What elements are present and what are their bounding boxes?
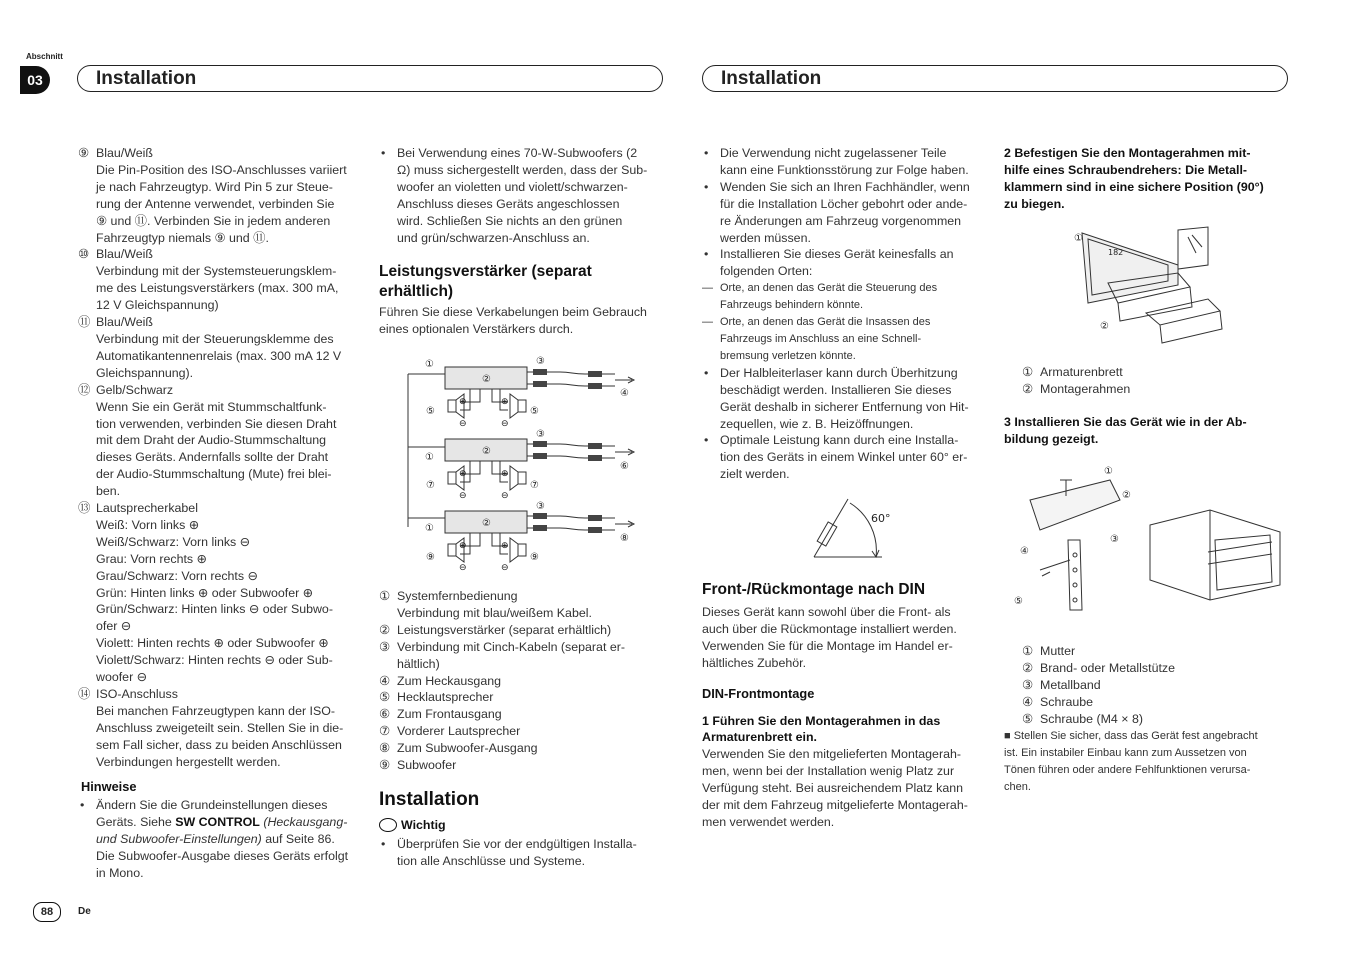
text-line: Verfügung steht. Bei ausreichendem Platz kann bbox=[702, 781, 964, 796]
item-body bbox=[720, 365, 969, 433]
location-item bbox=[702, 314, 992, 365]
warning-item bbox=[702, 145, 992, 179]
text-line: Installieren Sie dieses Gerät keinesfalls an bbox=[720, 247, 954, 262]
svg-text:⊖: ⊖ bbox=[501, 491, 509, 501]
legend-item bbox=[379, 588, 669, 622]
text-line: Gerät deshalb in sicherer Entfernung von Hit- bbox=[720, 399, 969, 414]
text-line: Verbindung mit der Systemsteuerungsklem- bbox=[96, 264, 337, 279]
text-line: Violett: Hinten rechts ⊕ oder Subwoofer ⊕ bbox=[96, 636, 329, 651]
text-line: ben. bbox=[96, 484, 121, 499]
text-line: Automatikantennenrelais (max. 300 mA 12 V bbox=[96, 348, 342, 363]
text-line: mit dem Draht der Audio-Stummschaltung bbox=[96, 433, 327, 448]
frame-dimension: 182 bbox=[1108, 248, 1124, 257]
subwoofer-bullet: • Bei Verwendung eines 70-W-Subwoofers (2 Ω) muss sichergestellt werden, dass der Sub- woofer an violetten und violett/schwarzen- Anschluss dieses Geräts angeschlossen wird. Schließen Sie nichts an den grünen und grün/schwarzen-Anschluss an. bbox=[381, 146, 648, 245]
item-marker: ② bbox=[379, 622, 391, 637]
text-line: Weiß: Vorn links ⊕ bbox=[96, 517, 200, 532]
text-line: Tönen führen oder andere Fehlfunktionen verursa- bbox=[1004, 763, 1251, 776]
svg-text:⊖: ⊖ bbox=[459, 419, 467, 429]
wire-title: Lautsprecherkabel bbox=[96, 501, 198, 516]
legend-item bbox=[379, 757, 669, 774]
callout-front-speaker-r: ⑦ bbox=[530, 480, 539, 491]
legend-text: Metallband bbox=[1040, 677, 1101, 692]
legend-item bbox=[1022, 677, 1302, 694]
legend-item bbox=[1022, 643, 1302, 660]
item-marker: ⑥ bbox=[379, 707, 391, 722]
wire-description bbox=[96, 246, 338, 314]
legend-item bbox=[379, 622, 669, 639]
text-line: woofer ⊖ bbox=[96, 670, 148, 685]
warnings-list-2 bbox=[702, 365, 992, 483]
callout-rear-speaker-l: ⑤ bbox=[426, 406, 435, 417]
text-line: Gleichspannung). bbox=[96, 365, 194, 380]
step-1 bbox=[702, 713, 992, 747]
legend-number: ② bbox=[1022, 660, 1034, 675]
item-body bbox=[397, 622, 611, 639]
legend-text: Brand- oder Metallstütze bbox=[1040, 660, 1175, 675]
text-line: men, wenn bei der Installation wenig Platz zur bbox=[702, 764, 955, 779]
wire-item bbox=[78, 145, 368, 246]
wire-title: Blau/Weiß bbox=[96, 247, 153, 262]
installation-title: Installation bbox=[379, 788, 480, 810]
callout-front-speaker-l: ⑦ bbox=[426, 480, 435, 491]
item-body bbox=[397, 757, 456, 774]
text-line: folgenden Orten: bbox=[720, 264, 813, 279]
warning-item bbox=[702, 246, 992, 280]
item-body bbox=[397, 673, 501, 690]
angle-diagram bbox=[810, 495, 910, 565]
text-line: Armaturenbrett ein. bbox=[702, 730, 817, 745]
legend-item bbox=[1022, 364, 1302, 381]
item-body bbox=[720, 179, 970, 247]
item-marker: ⑧ bbox=[379, 741, 391, 756]
legend-text: Schraube bbox=[1040, 694, 1094, 709]
speaker-left-1 bbox=[448, 400, 456, 412]
text-line: Die Pin-Position des ISO-Anschlusses variiert bbox=[96, 162, 347, 177]
text-line: Hecklautsprecher bbox=[397, 690, 494, 705]
text-line: Bei manchen Fahrzeugtypen kann der ISO- bbox=[96, 703, 335, 718]
callout-screw: ④ bbox=[1020, 546, 1029, 557]
legend-item bbox=[379, 723, 669, 740]
text-line: und grün/schwarzen-Anschluss an. bbox=[397, 230, 590, 245]
wire-description bbox=[96, 145, 347, 246]
text-line: wird. Schließen Sie nichts an den grünen bbox=[397, 213, 623, 228]
note-item: • Ändern Sie die Grundeinstellungen dieses Geräts. Siehe SW CONTROL (Heckausgang- und Subwoofer-Einstellungen) auf Seite 86. Die Subwoofer-Ausgabe dieses Geräts erfolgt in Mono. bbox=[80, 798, 349, 881]
text-line: Anschluss zweigeteilt sein. Stellen Sie in die- bbox=[96, 720, 344, 735]
text-line: Grün/Schwarz: Hinten links ⊖ oder Subwo- bbox=[96, 602, 333, 617]
column-2-lower bbox=[379, 588, 669, 870]
column-2 bbox=[379, 145, 669, 338]
text-line: Orte, an denen das Gerät die Insassen des bbox=[720, 316, 931, 329]
text-line: Verwenden Sie den mitgelieferten Montagerah- bbox=[702, 747, 961, 762]
item-body bbox=[397, 706, 502, 723]
item-marker: ③ bbox=[379, 639, 391, 654]
text-line: je nach Fahrzeugtyp. Wird Pin 5 zur Steue- bbox=[96, 179, 333, 194]
text-line: tion verwenden, verbinden Sie diesen Draht bbox=[96, 416, 337, 431]
text-line: Bei Verwendung eines 70-W-Subwoofers (2 bbox=[397, 146, 638, 160]
text-line: Der Halbleiterlaser kann durch Überhitzung bbox=[720, 365, 958, 380]
text-line: Leistungsverstärker (separat erhältlich) bbox=[397, 622, 612, 637]
step-2 bbox=[1004, 145, 1294, 213]
text-line: Vorderer Lautsprecher bbox=[397, 724, 521, 739]
text-line: zielt werden. bbox=[720, 467, 790, 482]
wire-description bbox=[96, 686, 343, 771]
text-line: ■ Stellen Sie sicher, dass das Gerät fest angebracht bbox=[1004, 730, 1258, 742]
text-line: zu biegen. bbox=[1004, 196, 1065, 211]
text-line: 1 Führen Sie den Montagerahmen in das bbox=[702, 713, 941, 728]
text-line: 12 V Gleichspannung) bbox=[96, 298, 219, 313]
item-body bbox=[720, 246, 953, 280]
text-line: Violett/Schwarz: Hinten rechts ⊖ oder Sub- bbox=[96, 653, 333, 668]
important-bullet: • Überprüfen Sie vor der endgültigen Installa- tion alle Anschlüsse und Systeme. bbox=[381, 836, 637, 868]
item-marker: ⑤ bbox=[379, 690, 391, 705]
legend-item bbox=[1022, 694, 1302, 711]
legend-item bbox=[1022, 660, 1302, 677]
legend-number: ② bbox=[1022, 381, 1034, 396]
text-line: Überprüfen Sie vor der endgültigen Installa- bbox=[397, 836, 637, 851]
location-item bbox=[702, 280, 992, 314]
important-heading: Wichtig bbox=[379, 817, 669, 834]
item-body bbox=[397, 588, 592, 622]
wire-number: ⑭ bbox=[78, 687, 91, 701]
column-3-lower bbox=[702, 580, 992, 831]
text-line: hältliches Zubehör. bbox=[702, 655, 807, 670]
amp-intro bbox=[379, 304, 669, 338]
callout-sub-r: ⑨ bbox=[530, 552, 539, 563]
text-line: Verbindung mit der Steuerungsklemme des bbox=[96, 331, 334, 346]
wire-item bbox=[78, 500, 368, 686]
item-marker: ⑨ bbox=[379, 758, 391, 773]
text-line: men verwendet werden. bbox=[702, 814, 835, 829]
text-line: Wenn Sie ein Gerät mit Stummschaltfunk- bbox=[96, 399, 327, 414]
callout-rca-3: ③ bbox=[536, 501, 545, 512]
callout-sub-l: ⑨ bbox=[426, 552, 435, 563]
svg-text:⊖: ⊖ bbox=[501, 419, 509, 429]
text-line: Verwenden Sie für die Montage im Handel er- bbox=[702, 638, 953, 653]
callout-amp-3: ② bbox=[482, 518, 491, 529]
wire-description bbox=[96, 382, 336, 500]
text-line: bremsung verletzen könnte. bbox=[720, 349, 856, 362]
svg-text:⊕: ⊕ bbox=[501, 469, 509, 479]
text-line: Zum Frontausgang bbox=[397, 707, 502, 722]
text-line: Weiß/Schwarz: Vorn links ⊖ bbox=[96, 534, 251, 549]
text-line: für die Installation Löcher gebohrt oder ande- bbox=[720, 196, 968, 211]
text-line: bildung gezeigt. bbox=[1004, 431, 1099, 446]
item-body bbox=[397, 723, 520, 740]
text-line: dieses Geräts. Andernfalls sollte der Draht bbox=[96, 450, 329, 465]
bullet-marker: • bbox=[704, 179, 709, 194]
text-line: ist. Ein instabiler Einbau kann zum Aussetzen von bbox=[1004, 746, 1247, 759]
frame-legend bbox=[1022, 364, 1302, 398]
section-label: Abschnitt bbox=[26, 52, 63, 61]
text-line: Fahrzeugs im Anschluss an eine Schnell- bbox=[720, 332, 922, 345]
text-line: Fahrzeugtyp niemals ⑨ und ⑪. bbox=[96, 230, 269, 245]
warning-item bbox=[702, 179, 992, 247]
step-1-text bbox=[702, 746, 992, 831]
legend-text: Montagerahmen bbox=[1040, 381, 1131, 396]
callout-sub-output: ⑧ bbox=[620, 533, 629, 544]
legend-text: Armaturenbrett bbox=[1040, 365, 1123, 379]
text-line: Dieses Gerät kann sowohl über die Front- als bbox=[702, 605, 951, 619]
din-text bbox=[702, 604, 992, 672]
text-line: kann eine Funktionsstörung zur Folge haben. bbox=[720, 162, 969, 177]
item-body bbox=[720, 145, 969, 179]
legend-item bbox=[379, 689, 669, 706]
callout-dashboard: ① bbox=[1074, 233, 1083, 244]
item-body bbox=[720, 314, 930, 365]
legend-item bbox=[1022, 711, 1302, 728]
text-line: Fahrzeugs behindern könnte. bbox=[720, 299, 864, 312]
text-line: Führen Sie diese Verkabelungen beim Gebrauch bbox=[379, 305, 647, 320]
page-header-right: Installation bbox=[702, 65, 1288, 92]
legend-text: Mutter bbox=[1040, 644, 1076, 658]
page-header-left: Installation bbox=[77, 65, 663, 92]
angle-label: 60° bbox=[871, 512, 891, 525]
wire-item bbox=[78, 686, 368, 771]
text-line: Zum Heckausgang bbox=[397, 673, 501, 688]
text-line: re Änderungen am Fahrzeug vorgenommen bbox=[720, 213, 962, 228]
svg-text:⊖: ⊖ bbox=[459, 563, 467, 572]
item-body bbox=[720, 432, 967, 483]
amplifier-wiring-diagram bbox=[400, 352, 650, 572]
item-body bbox=[397, 740, 538, 757]
legend-number: ④ bbox=[1022, 694, 1034, 709]
notes-title: Hinweise bbox=[81, 778, 137, 794]
callout-rear-output: ④ bbox=[620, 388, 629, 399]
step-3 bbox=[1004, 414, 1294, 448]
wire-number: ⑫ bbox=[78, 382, 91, 397]
dash-marker: — bbox=[702, 316, 713, 329]
text-line: rung der Antenne verwendet, verbinden Sie bbox=[96, 196, 335, 211]
wire-description bbox=[96, 500, 333, 686]
callout-remote-3: ① bbox=[425, 523, 434, 534]
svg-text:⊕: ⊕ bbox=[459, 397, 467, 407]
callout-rear-speaker-r: ⑤ bbox=[530, 406, 539, 417]
text-line: hilfe eines Schraubendrehers: Die Metall- bbox=[1004, 162, 1248, 177]
callout-remote-1: ① bbox=[425, 359, 434, 370]
item-marker: ⑦ bbox=[379, 724, 391, 739]
callout-bracket: ② bbox=[1122, 490, 1131, 501]
legend-item bbox=[379, 673, 669, 690]
text-line: Verbindung mit Cinch-Kabeln (separat er- bbox=[397, 639, 625, 654]
text-line: werden müssen. bbox=[720, 230, 811, 245]
text-line: beschädigt werden. Installieren Sie dieses bbox=[720, 382, 952, 397]
warning-item bbox=[702, 365, 992, 433]
legend-item bbox=[1022, 381, 1302, 398]
text-line: Zum Subwoofer-Ausgang bbox=[397, 741, 538, 756]
callout-band: ③ bbox=[1110, 534, 1119, 545]
legend-item bbox=[379, 740, 669, 757]
stability-note bbox=[1004, 728, 1294, 796]
callout-rca-1: ③ bbox=[536, 356, 545, 367]
mounting-frame-figure bbox=[1068, 225, 1228, 350]
speaker-right-1 bbox=[518, 400, 526, 412]
callout-nut: ① bbox=[1104, 466, 1113, 477]
item-body bbox=[397, 639, 625, 673]
legend-number: ③ bbox=[1022, 677, 1034, 692]
callout-amp-1: ② bbox=[482, 374, 491, 385]
svg-text:⊕: ⊕ bbox=[501, 397, 509, 407]
wire-title: Gelb/Schwarz bbox=[96, 382, 174, 397]
text-line: Ω) muss sichergestellt werden, dass der Sub- bbox=[397, 162, 648, 177]
wire-description bbox=[96, 314, 341, 382]
text-line: sem Fall sicher, dass zu beiden Anschlüssen bbox=[96, 737, 342, 752]
svg-text:⊕: ⊕ bbox=[459, 469, 467, 479]
text-line: ofer ⊖ bbox=[96, 619, 132, 634]
text-line: Subwoofer bbox=[397, 758, 457, 773]
wire-number: ⑬ bbox=[78, 501, 91, 516]
text-line: Wenden Sie sich an Ihren Fachhändler, wenn bbox=[720, 179, 970, 194]
callout-rca-2: ③ bbox=[536, 429, 545, 440]
text-line: eines optionalen Verstärkers durch. bbox=[379, 322, 574, 337]
legend-number: ⑤ bbox=[1022, 711, 1034, 726]
wire-number: ⑪ bbox=[78, 315, 91, 330]
text-line: auch über die Rückmontage installiert werden. bbox=[702, 621, 957, 636]
callout-amp-2: ② bbox=[482, 446, 491, 457]
column-4-step3 bbox=[1004, 414, 1294, 448]
item-body bbox=[397, 689, 493, 706]
wire-number: ⑩ bbox=[78, 247, 90, 262]
callout-frame: ② bbox=[1100, 321, 1109, 332]
legend-number: ① bbox=[1022, 365, 1034, 379]
text-line: chen. bbox=[1004, 780, 1031, 793]
legend-text: Schraube (M4 × 8) bbox=[1040, 711, 1143, 726]
text-line: Verbindungen hergestellt werden. bbox=[96, 754, 281, 769]
warnings-list bbox=[702, 145, 992, 280]
wire-title: ISO-Anschluss bbox=[96, 687, 178, 701]
text-line: Grau: Vorn rechts ⊕ bbox=[96, 551, 207, 566]
wire-item bbox=[78, 246, 368, 314]
text-line: hältlich) bbox=[397, 656, 440, 671]
installation-figure bbox=[1010, 460, 1290, 625]
item-marker: ① bbox=[379, 589, 391, 603]
amp-legend bbox=[379, 588, 669, 774]
column-3 bbox=[702, 145, 992, 483]
location-list bbox=[702, 280, 992, 365]
front-mount-title: DIN-Frontmontage bbox=[702, 685, 815, 701]
text-line: tion alle Anschlüsse und Systeme. bbox=[397, 853, 586, 868]
bullet-marker: • bbox=[704, 146, 709, 160]
wire-number: ⑨ bbox=[78, 146, 90, 160]
text-line: zequellen, wie z. B. Heizöffnungen. bbox=[720, 416, 914, 431]
wire-title: Blau/Weiß bbox=[96, 315, 153, 330]
svg-text:⊖: ⊖ bbox=[501, 563, 509, 572]
dash-marker: — bbox=[702, 282, 713, 295]
callout-front-output: ⑥ bbox=[620, 461, 629, 472]
text-line: woofer an violetten und violett/schwarzen- bbox=[397, 179, 628, 194]
language-code: De bbox=[78, 906, 91, 917]
din-title: Front-/Rückmontage nach DIN bbox=[702, 581, 926, 598]
bullet-marker: • bbox=[704, 247, 709, 262]
text-line: Optimale Leistung kann durch eine Installa- bbox=[720, 433, 959, 448]
wire-title: Blau/Weiß bbox=[96, 146, 153, 160]
text-line: klammern sind in eine sichere Position (90°) bbox=[1004, 179, 1264, 194]
text-line: Grau/Schwarz: Vorn rechts ⊖ bbox=[96, 568, 258, 583]
install-legend bbox=[1022, 643, 1302, 728]
svg-text:⊕: ⊕ bbox=[501, 541, 509, 551]
text-line: Orte, an denen das Gerät die Steuerung des bbox=[720, 282, 938, 295]
text-line: Systemfernbedienung bbox=[397, 589, 518, 603]
amp-title: Leistungsverstärker (separat erhältlich) bbox=[379, 263, 592, 301]
legend-item bbox=[379, 706, 669, 723]
text-line: der Audio-Stummschaltung (Mute) frei blei- bbox=[96, 467, 332, 482]
svg-text:⊕: ⊕ bbox=[459, 541, 467, 551]
text-line: me des Leistungsverstärkers (max. 300 mA, bbox=[96, 281, 339, 296]
item-body bbox=[720, 280, 937, 314]
text-line: Verbindung mit blau/weißem Kabel. bbox=[397, 605, 592, 620]
legend-number: ① bbox=[1022, 644, 1034, 658]
important-icon bbox=[379, 818, 397, 832]
wire-list bbox=[78, 145, 368, 771]
svg-text:⊖: ⊖ bbox=[459, 491, 467, 501]
bullet-marker: • bbox=[704, 433, 709, 448]
column-1 bbox=[78, 145, 368, 882]
callout-screw-m4: ⑤ bbox=[1014, 596, 1023, 607]
column-4-mid bbox=[1022, 364, 1302, 398]
page-number: 88 bbox=[33, 902, 61, 922]
callout-remote-2: ① bbox=[425, 452, 434, 463]
column-4-lower bbox=[1022, 643, 1302, 728]
text-line: 3 Installieren Sie das Gerät wie in der Ab- bbox=[1004, 415, 1247, 429]
item-marker: ④ bbox=[379, 673, 391, 688]
text-line: 2 Befestigen Sie den Montagerahmen mit- bbox=[1004, 146, 1251, 160]
bullet-marker: • bbox=[704, 365, 709, 380]
text-line: Die Verwendung nicht zugelassener Teile bbox=[720, 146, 947, 160]
metal-band bbox=[1068, 540, 1082, 610]
wire-item bbox=[78, 314, 368, 382]
text-line: ⑨ und ⑪. Verbinden Sie in jedem anderen bbox=[96, 213, 331, 228]
column-4-note bbox=[1004, 728, 1294, 796]
column-4 bbox=[1004, 145, 1294, 213]
section-number-badge: 03 bbox=[20, 66, 50, 94]
legend-item bbox=[379, 639, 669, 673]
text-line: Grün: Hinten links ⊕ oder Subwoofer ⊕ bbox=[96, 585, 314, 600]
text-line: tion des Geräts in einem Winkel unter 60° er- bbox=[720, 450, 968, 465]
wire-item bbox=[78, 382, 368, 500]
text-line: Anschluss dieses Geräts angeschlossen bbox=[397, 196, 620, 211]
text-line: der mit dem Fahrzeug mitgelieferte Montagerah- bbox=[702, 798, 968, 813]
warning-item bbox=[702, 432, 992, 483]
